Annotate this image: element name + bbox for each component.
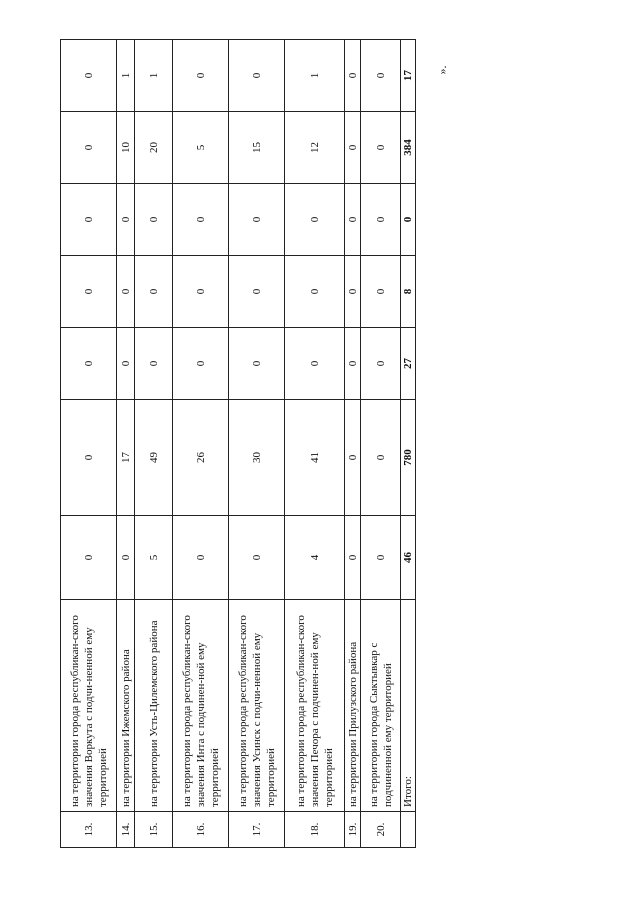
total-value: 27 <box>401 328 416 400</box>
table-row <box>117 40 135 848</box>
row-value: 10 <box>117 112 135 184</box>
total-value: 384 <box>401 112 416 184</box>
row-value: 0 <box>61 40 117 112</box>
row-territory-name: на территории города Сыктывкар с подчиненной ему территорией <box>361 600 401 812</box>
table-row <box>345 40 361 848</box>
row-value: 0 <box>173 516 229 600</box>
row-value: 49 <box>135 400 173 516</box>
row-value: 0 <box>229 40 285 112</box>
row-value: 0 <box>61 328 117 400</box>
row-value: 0 <box>135 256 173 328</box>
row-value: 0 <box>117 328 135 400</box>
row-value: 20 <box>135 112 173 184</box>
row-value: 0 <box>361 400 401 516</box>
table-row <box>173 40 229 848</box>
row-value: 17 <box>117 400 135 516</box>
row-value: 0 <box>61 516 117 600</box>
row-value: 0 <box>229 328 285 400</box>
total-value: 46 <box>401 516 416 600</box>
row-value: 4 <box>285 516 345 600</box>
row-value: 0 <box>345 256 361 328</box>
row-value: 0 <box>345 112 361 184</box>
rotated-page-content <box>60 40 413 848</box>
row-value: 15 <box>229 112 285 184</box>
total-value: 17 <box>401 40 416 112</box>
row-value: 12 <box>285 112 345 184</box>
row-value: 0 <box>345 328 361 400</box>
row-value: 0 <box>285 184 345 256</box>
row-value: 0 <box>173 328 229 400</box>
table-row <box>285 40 345 848</box>
row-value: 0 <box>173 40 229 112</box>
row-number: 19. <box>345 812 361 848</box>
table-row <box>229 40 285 848</box>
row-number: 15. <box>135 812 173 848</box>
row-value: 0 <box>345 516 361 600</box>
row-value: 41 <box>285 400 345 516</box>
table-row <box>361 40 401 848</box>
total-label: Итого: <box>401 600 416 812</box>
row-number: 13. <box>61 812 117 848</box>
row-number: 16. <box>173 812 229 848</box>
row-value: 26 <box>173 400 229 516</box>
total-row <box>401 40 416 848</box>
row-value: 0 <box>345 184 361 256</box>
row-value: 0 <box>345 400 361 516</box>
total-value: 0 <box>401 184 416 256</box>
row-value: 0 <box>361 184 401 256</box>
row-value: 0 <box>61 112 117 184</box>
row-value: 0 <box>135 328 173 400</box>
table-row <box>135 40 173 848</box>
row-value: 0 <box>361 40 401 112</box>
row-value: 0 <box>361 256 401 328</box>
row-value: 0 <box>285 328 345 400</box>
row-value: 0 <box>229 256 285 328</box>
row-value: 30 <box>229 400 285 516</box>
row-number <box>401 812 416 848</box>
row-value: 0 <box>229 516 285 600</box>
row-territory-name: на территории Усть-Цилемского района <box>135 600 173 812</box>
row-value: 0 <box>361 516 401 600</box>
total-value: 8 <box>401 256 416 328</box>
row-value: 0 <box>361 328 401 400</box>
row-territory-name: на территории города республикан-ского значения Печора с подчинен-ной ему территорией <box>285 600 345 812</box>
table-row <box>61 40 117 848</box>
row-value: 0 <box>61 400 117 516</box>
row-territory-name: на территории Прилузского района <box>345 600 361 812</box>
statistics-table <box>60 39 416 848</box>
row-value: 0 <box>61 256 117 328</box>
row-value: 0 <box>285 256 345 328</box>
row-value: 0 <box>173 184 229 256</box>
row-territory-name: на территории Ижемского района <box>117 600 135 812</box>
row-value: 0 <box>173 256 229 328</box>
row-value: 1 <box>285 40 345 112</box>
row-territory-name: на территории города республикан-ского значения Усинск с подчи-ненной ему территорией <box>229 600 285 812</box>
row-territory-name: на территории города республикан-ского значения Инта с подчинен-ной ему территорией <box>173 600 229 812</box>
closing-quote-mark: ». <box>435 65 449 75</box>
row-value: 0 <box>61 184 117 256</box>
row-value: 0 <box>345 40 361 112</box>
row-number: 18. <box>285 812 345 848</box>
row-value: 0 <box>117 256 135 328</box>
row-value: 0 <box>135 184 173 256</box>
row-value: 5 <box>173 112 229 184</box>
row-value: 1 <box>117 40 135 112</box>
row-number: 17. <box>229 812 285 848</box>
row-value: 0 <box>117 184 135 256</box>
row-value: 0 <box>229 184 285 256</box>
row-value: 5 <box>135 516 173 600</box>
row-territory-name: на территории города республикан-ского значения Воркута с подчи-ненной ему территорией <box>61 600 117 812</box>
row-value: 0 <box>361 112 401 184</box>
total-value: 780 <box>401 400 416 516</box>
row-value: 1 <box>135 40 173 112</box>
row-number: 20. <box>361 812 401 848</box>
row-value: 0 <box>117 516 135 600</box>
row-number: 14. <box>117 812 135 848</box>
